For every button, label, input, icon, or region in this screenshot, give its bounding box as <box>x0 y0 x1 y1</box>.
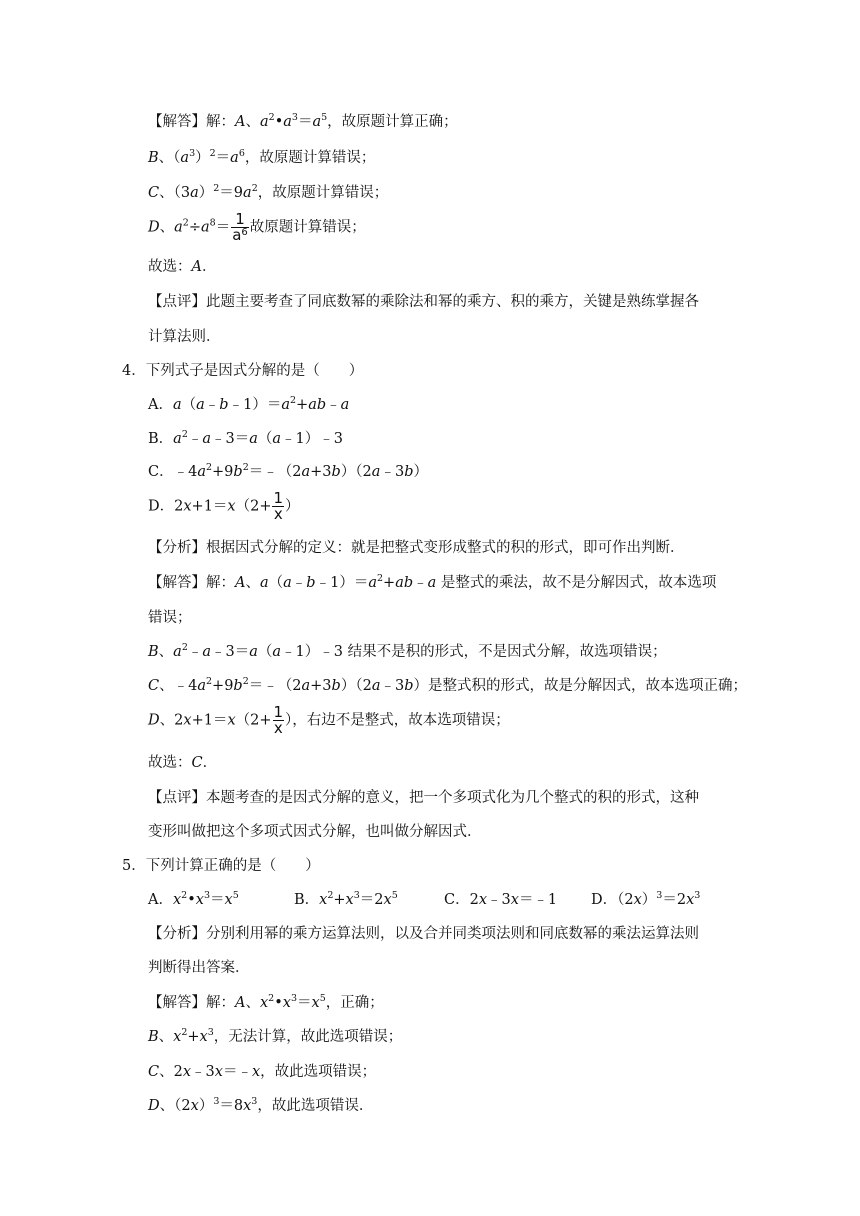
answer-line-q3-a: 【解答】解：A、$a^2•a^3=a^5$，故原题计算正确； <box>148 112 458 130</box>
answer-q4-d: D、2x+1＝x（2+ $\frac{1}{x}$ ），右边不是整式，故本选项错误； <box>148 703 510 737</box>
answer-line-q3-c: C、$(3a)^2=9a^2$，故原题计算错误； <box>148 183 389 201</box>
q4-option-c: C．$﹣4a^2+9b^2=﹣(2a+3b)(2a﹣3b)$ <box>148 462 428 480</box>
answer-q5-b: B、$x^2+x^3$，无法计算，故此选项错误； <box>148 1027 403 1045</box>
question-5-stem: 5．下列计算正确的是（ ） <box>122 858 320 874</box>
answer-line-q3-d: D、$a^2\div a^8=$ $\frac{1}{a^6}$ 故原题计算错误； <box>148 210 366 244</box>
answer-choice-q4: 故选：C． <box>148 755 218 771</box>
q5-options: A．$x^2•x^3=x^5$ B．$x^2+x^3=2x^5$ C．2x﹣3x＝﹣1 D．$(2x)^3=2x^3$ <box>148 890 701 908</box>
comment-q4-line-1: 【点评】本题考查的是因式分解的意义，把一个多项式化为几个整式的积的形式，这种 <box>148 790 699 806</box>
question-4-stem: 4．下列式子是因式分解的是（ ） <box>122 363 364 379</box>
comment-q3-line-2: 计算法则． <box>148 329 221 345</box>
comment-q4-line-2: 变形叫做把这个多项式因式分解，也叫做分解因式． <box>148 824 482 840</box>
analysis-q5-line-1: 【分析】分别利用幂的乘方运算法则，以及合并同类项法则和同底数幂的乘法运算法则 <box>148 926 699 942</box>
analysis-q5-line-2: 判断得出答案． <box>148 960 250 976</box>
analysis-q4: 【分析】根据因式分解的定义：就是把整式变形成整式的积的形式，即可作出判断． <box>148 540 685 556</box>
q4-option-a: A．$a(a﹣b﹣1)=a^2+ab﹣a$ <box>148 395 350 413</box>
q4-option-b: B．$a^2﹣a﹣3=a(a﹣1)﹣3$ <box>148 429 344 447</box>
q4-option-d: D．2x+1＝x（2+ $\frac{1}{x}$ ） <box>148 489 300 523</box>
answer-q5-c: C、2x﹣3x＝﹣x，故此选项错误； <box>148 1064 377 1080</box>
answer-q4-line-1: 【解答】解：A、$a(a﹣b﹣1)=a^2+ab﹣a$ 是整式的乘法，故不是分解因式，故本选项 <box>148 573 717 591</box>
answer-choice-q3: 故选：A． <box>148 259 217 275</box>
answer-q4-b: B、$a^2﹣a﹣3=a(a﹣1)﹣3$ 结果不是积的形式，不是因式分解，故选项错误； <box>148 642 667 660</box>
answer-q5-a: 【解答】解：A、$x^2•x^3=x^5$，正确； <box>148 993 384 1011</box>
answer-q4-line-2: 错误； <box>148 610 192 626</box>
answer-q5-d: D、$(2x)^3=8x^3$，故此选项错误． <box>148 1096 374 1114</box>
answer-line-q3-b: B、$(a^3)^2=a^6$，故原题计算错误； <box>148 148 376 166</box>
comment-q3-line-1: 【点评】此题主要考查了同底数幂的乘除法和幂的乘方、积的乘方，关键是熟练掌握各 <box>148 294 699 310</box>
answer-q4-c: C、$﹣4a^2+9b^2=﹣(2a+3b)(2a﹣3b)$是整式积的形式，故是分解因式，故本选项正确； <box>148 676 747 694</box>
